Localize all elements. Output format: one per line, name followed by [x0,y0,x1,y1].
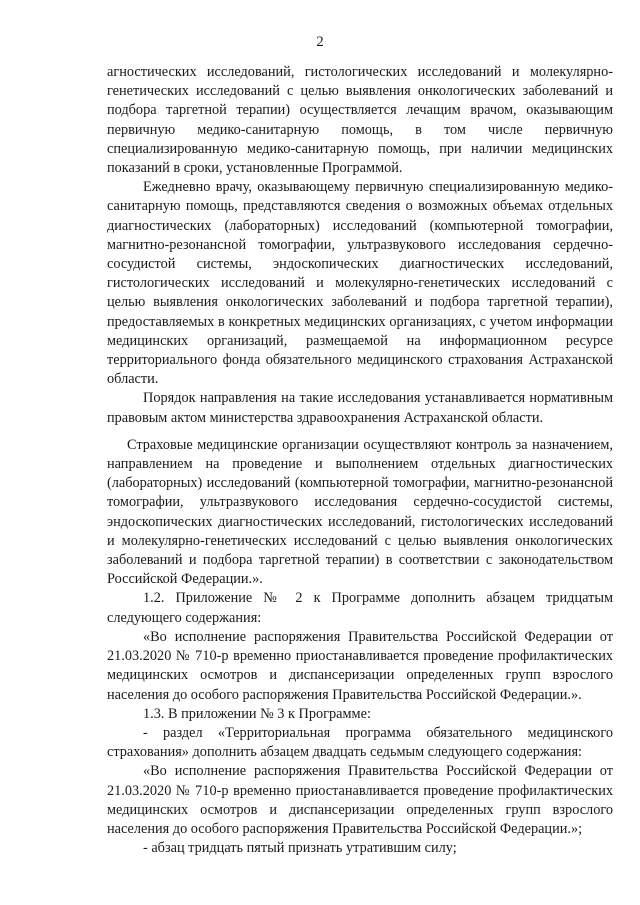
paragraph-daily-info: Ежедневно врачу, оказывающему первичную специализированную медико-санитарную помощь, представляются сведения о возможных объемах отдельных диагностических (лабораторных) исследований (компьютерной томографии, магнитно-резонансной томографии, ультразвукового исследования сердечно-сосудистой системы, эндоскопических диагностических исследований, гистологических исследований и молекулярно-генетических исследований с целью выявления онкологических заболеваний и подбора таргетной терапии), предоставляемых в конкретных медицинских организациях, с учетом информации медицинских организаций, размещаемой на информационном ресурсе территориального фонда обязательного медицинского страхования Астраханской области. [107,179,613,388]
paragraph-bullet-repeal: - абзац тридцать пятый признать утратившим силу; [143,840,457,857]
paragraph-insurance-control: Страховые медицинские организации осуществляют контроль за назначением, направлением на проведение и выполнением отдельных диагностических (лабораторных) исследований (компьютерной томографии, магнитно-резонансной томографии, ультразвукового исследования сердечно-сосудистой системы, эндоскопических диагностических исследований, гистологических исследований и молекулярно-генетических исследований с целью выявления онкологических заболеваний и подбора таргетной терапии) в соответствии с законодательством Российской Федерации.». [107,436,613,588]
document-body [107,63,613,858]
paragraph-item-1-2: 1.2. Приложение № 2 к Программе дополнить абзацем тридцатым следующего содержания: [107,590,613,626]
paragraph-quote-2: «Во исполнение распоряжения Правительства Российской Федерации от 21.03.2020 № 710-р временно приостанавливается проведение профилактических медицинских осмотров и диспансеризации определенных групп взрослого населения до особого распоряжения Правительства Российской Федерации.»; [107,763,613,837]
paragraph-continuation: агностических исследований, гистологических исследований и молекулярно-генетических исследований с целью выявления онкологических заболеваний и подбора таргетной терапии) осуществляется лечащим врачом, оказывающим первичную медико-санитарную помощь, в том числе первичную специализированную медико-санитарную помощь, при наличии медицинских показаний в сроки, установленные Программой. [107,64,613,177]
paragraph-item-1-3: 1.3. В приложении № 3 к Программе: [143,705,371,722]
page-number: 2 [316,34,324,50]
paragraph-quote-1: «Во исполнение распоряжения Правительства Российской Федерации от 21.03.2020 № 710-р временно приостанавливается проведение профилактических медицинских осмотров и диспансеризации определенных групп взрослого населения до особого распоряжения Правительства Российской Федерации.». [107,628,613,703]
paragraph-section-bullet: - раздел «Территориальная программа обязательного медицинского страхования» дополнить абзацем двадцать седьмым следующего содержания: [107,724,613,761]
paragraph-referral-order: Порядок направления на такие исследования устанавливается нормативным правовым актом министерства здравоохранения Астраханской области. [107,390,613,426]
